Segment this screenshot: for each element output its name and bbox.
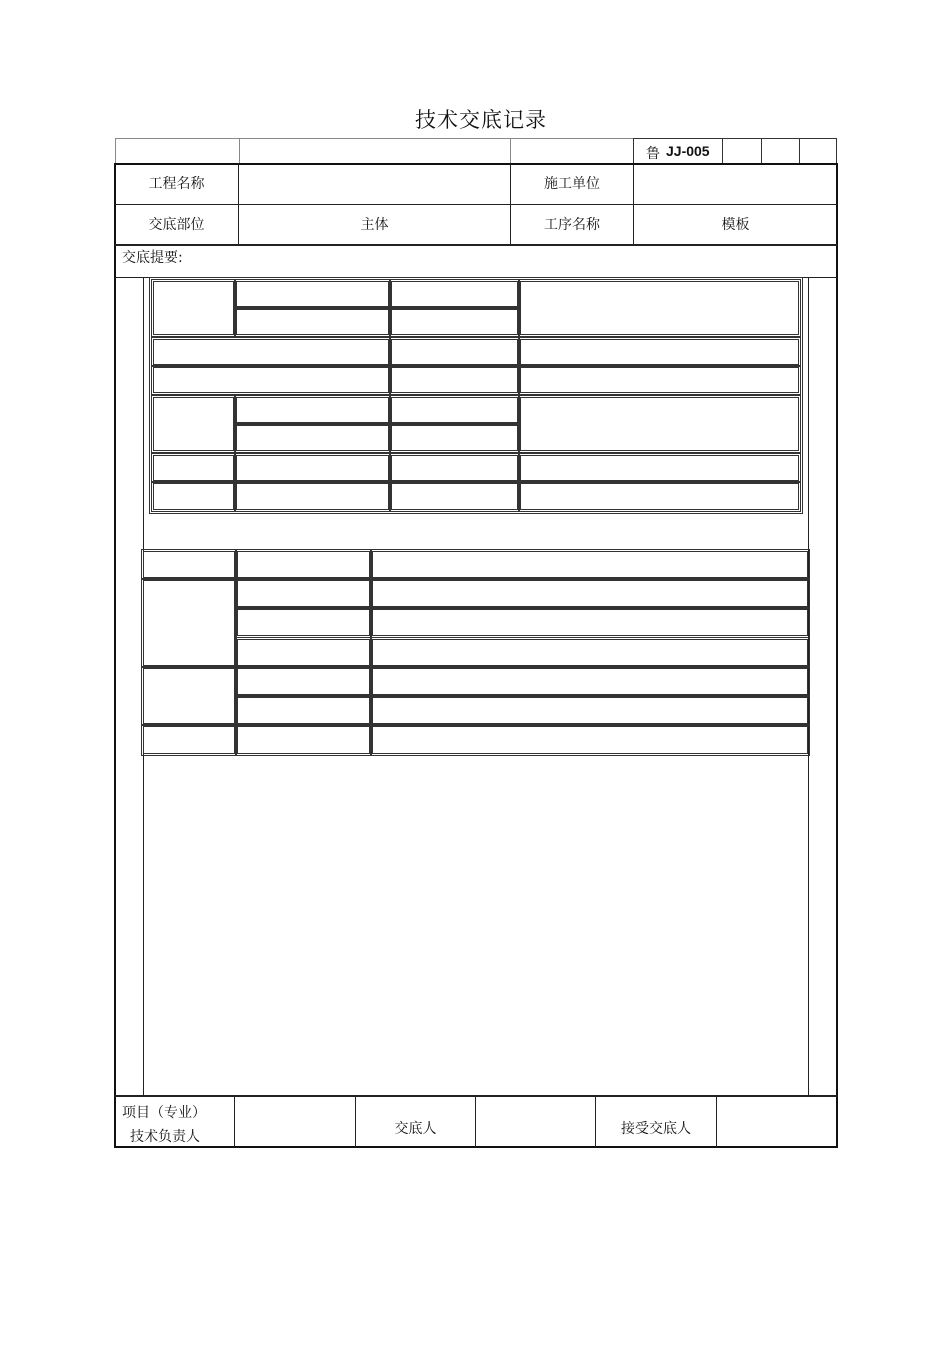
code-strip-cell-1	[115, 138, 240, 164]
t2-cell	[235, 607, 372, 638]
t1-cell	[234, 307, 391, 337]
tech-lead-label-line2: 技术负责人	[130, 1129, 200, 1145]
t2-cell	[141, 549, 237, 580]
t2-cell	[141, 578, 237, 668]
form-code-prefix: 鲁	[646, 146, 660, 162]
construction-unit-label: 施工单位	[544, 176, 600, 192]
t1-cell	[234, 279, 391, 309]
code-strip-cell-3	[510, 138, 634, 164]
t2-cell	[370, 695, 810, 726]
receiver-label: 接受交底人	[621, 1121, 691, 1137]
t1-cell	[151, 453, 236, 483]
t2-cell	[370, 549, 810, 580]
form-code: JJ-005	[666, 143, 710, 159]
t2-cell	[235, 666, 372, 697]
t1-cell	[151, 337, 391, 367]
t2-cell	[370, 724, 810, 756]
t2-cell	[235, 578, 372, 609]
t2-cell	[141, 666, 237, 726]
t2-cell	[370, 637, 810, 668]
t2-cell	[235, 695, 372, 726]
sig-divider-5	[716, 1096, 717, 1147]
t1-cell	[389, 395, 520, 425]
discloser-label: 交底人	[394, 1121, 437, 1137]
code-box-1	[722, 138, 762, 164]
process-label: 工序名称	[544, 217, 600, 233]
t1-cell	[518, 279, 801, 337]
t1-cell	[518, 395, 801, 453]
location-value: 主体	[360, 217, 389, 233]
code-strip-cell-2	[239, 138, 511, 164]
t1-cell	[389, 337, 520, 367]
code-box-3	[799, 138, 837, 164]
t1-cell	[234, 453, 391, 483]
t1-cell	[518, 481, 801, 512]
t1-cell	[234, 481, 391, 512]
t1-cell	[234, 395, 391, 425]
signature-row-top	[115, 1095, 837, 1097]
form-title: 技术交底记录	[415, 108, 547, 132]
t1-cell	[389, 423, 520, 453]
project-name-label: 工程名称	[148, 176, 205, 192]
t1-cell	[151, 395, 236, 453]
tech-lead-label-line1: 项目（专业）	[122, 1105, 206, 1121]
code-box-2	[761, 138, 800, 164]
summary-label: 交底提要:	[122, 250, 183, 266]
t1-cell	[389, 481, 520, 512]
t1-cell	[389, 453, 520, 483]
t2-cell	[235, 637, 372, 668]
sig-divider-1	[234, 1096, 235, 1147]
form-code-cell	[633, 138, 723, 164]
t1-cell	[518, 453, 801, 483]
t1-cell	[234, 423, 391, 453]
t2-cell	[235, 549, 372, 580]
sig-divider-3	[475, 1096, 476, 1147]
t1-cell	[389, 307, 520, 337]
t2-cell	[370, 578, 810, 609]
t1-cell	[151, 279, 236, 337]
t2-cell	[141, 724, 237, 756]
row-divider-2	[115, 244, 837, 246]
row-divider-1	[115, 204, 837, 205]
t2-cell	[235, 724, 372, 756]
t2-cell	[370, 666, 810, 697]
t1-cell	[389, 365, 520, 395]
t1-cell	[151, 365, 391, 395]
t1-cell	[518, 337, 801, 367]
location-label: 交底部位	[148, 217, 205, 233]
t1-cell	[389, 279, 520, 309]
process-value: 模板	[721, 217, 750, 233]
t1-cell	[518, 365, 801, 395]
t1-cell	[151, 481, 236, 512]
t2-cell	[370, 607, 810, 638]
